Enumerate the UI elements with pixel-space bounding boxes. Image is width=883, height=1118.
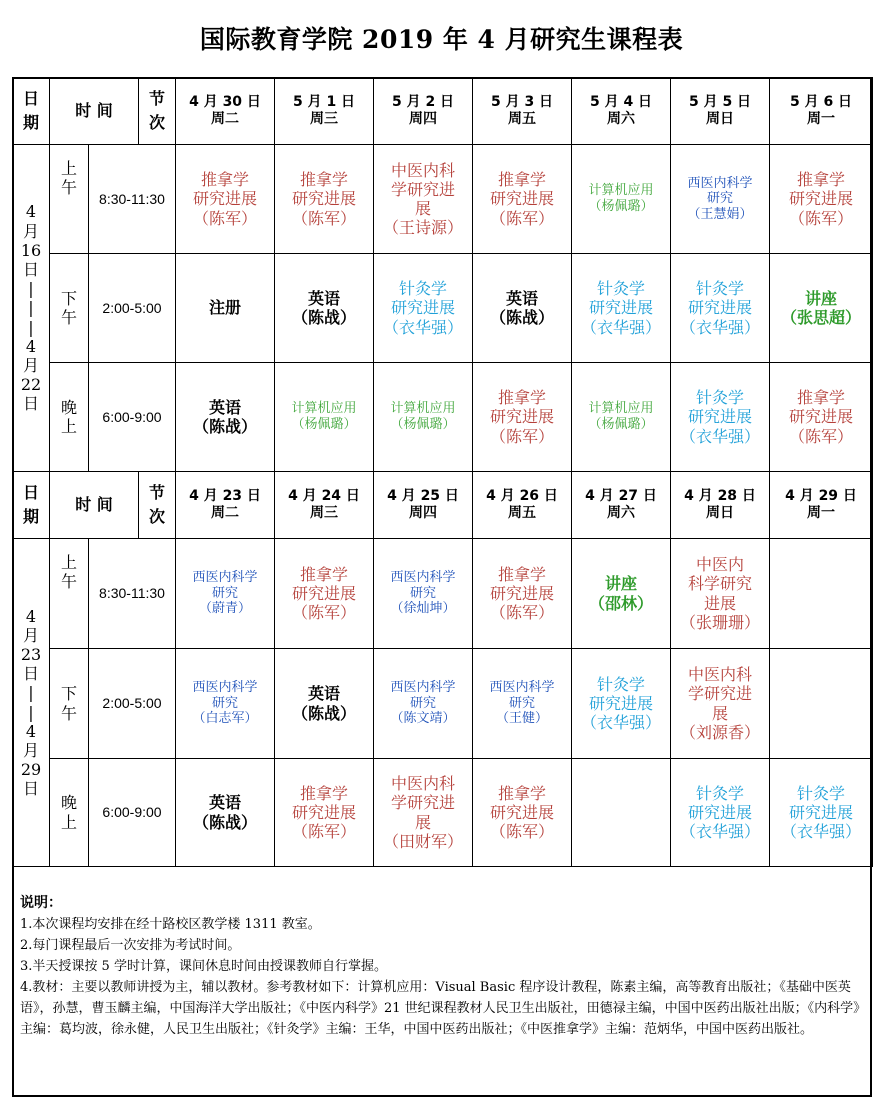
- course-cell: [572, 539, 671, 649]
- course-line: （田财军）: [383, 831, 464, 851]
- course-line: 研究进展: [292, 802, 357, 822]
- course-line: 推拿学: [201, 170, 250, 190]
- course-line: 研究进展: [490, 407, 555, 427]
- date-range-cell: [13, 539, 50, 867]
- empty-cell: [770, 539, 873, 649]
- course-line: 针灸学: [597, 674, 646, 694]
- time-cell: 8:30-11:30: [89, 539, 176, 649]
- course-line: （衣华强）: [383, 317, 464, 337]
- header-char: 期: [22, 113, 39, 132]
- period-char: 下: [60, 288, 77, 308]
- course-line: （蔚青）: [199, 601, 252, 617]
- course-line: 西医内科学: [192, 570, 258, 586]
- period-char: 午: [60, 178, 77, 198]
- course-line: 英语: [506, 288, 539, 308]
- course-line: （陈战）: [193, 812, 258, 832]
- course-line: 英语: [308, 684, 341, 704]
- header-char: 日: [22, 89, 39, 108]
- column-date: 5 月 2 日: [391, 94, 455, 111]
- column-date: 4 月 24 日: [288, 488, 360, 505]
- course-line: 研究进展: [789, 407, 854, 427]
- course-line: （衣华强）: [781, 822, 862, 842]
- date-range-char: |: [28, 279, 34, 299]
- column-date: 5 月 4 日: [589, 94, 653, 111]
- note-item: 2.每门课程最后一次安排为考试时间。: [20, 938, 241, 953]
- time-slot-row: [13, 145, 873, 254]
- course-cell: [374, 363, 473, 472]
- course-line: （陈军）: [292, 603, 357, 623]
- course-cell: [572, 145, 671, 254]
- date-range-char: 月: [22, 740, 39, 760]
- course-cell: [770, 759, 873, 867]
- course-cell: [176, 759, 275, 867]
- column-date: 5 月 3 日: [490, 94, 554, 111]
- date-column-header: [374, 472, 473, 539]
- course-line: （衣华强）: [581, 713, 662, 733]
- time-cell: 2:00-5:00: [89, 254, 176, 363]
- course-cell: [473, 254, 572, 363]
- course-line: 学研究进: [391, 793, 456, 813]
- course-cell: [374, 539, 473, 649]
- course-cell: [671, 539, 770, 649]
- empty-cell: [572, 759, 671, 867]
- date-column-header: [176, 78, 275, 145]
- date-header: [13, 472, 50, 539]
- period-char: 午: [60, 308, 77, 327]
- course-line: 中医内: [696, 555, 745, 575]
- date-column-header: [473, 472, 572, 539]
- course-line: 针灸学: [696, 783, 745, 803]
- column-weekday: 周四: [409, 505, 438, 521]
- course-line: 展: [712, 703, 729, 723]
- course-cell: [275, 759, 374, 867]
- course-line: 计算机应用: [390, 401, 456, 417]
- course-line: （陈军）: [789, 208, 854, 228]
- course-cell: [572, 649, 671, 759]
- column-weekday: 周三: [310, 111, 339, 127]
- course-cell: [374, 145, 473, 254]
- period-cell: [50, 363, 89, 472]
- course-cell: [374, 759, 473, 867]
- course-cell: [374, 649, 473, 759]
- course-line: 计算机应用: [588, 401, 654, 417]
- time-header: 时 间: [50, 472, 139, 539]
- period-char: 晚: [60, 397, 77, 417]
- course-line: 研究进展: [589, 298, 654, 318]
- course-line: 针灸学: [399, 279, 448, 299]
- course-line: 进展: [704, 593, 737, 613]
- course-line: 西医内科学: [390, 570, 456, 586]
- course-line: （陈战）: [193, 417, 258, 436]
- period-char: 上: [60, 812, 77, 832]
- notes-section: [20, 893, 870, 1040]
- course-line: 推拿学: [498, 388, 547, 408]
- column-weekday: 周日: [706, 111, 735, 127]
- course-line: 推拿学: [797, 170, 846, 190]
- time-cell: 2:00-5:00: [89, 649, 176, 759]
- course-cell: [176, 145, 275, 254]
- notes-heading: 说明：: [20, 895, 62, 911]
- course-line: 研究进展: [490, 189, 555, 209]
- date-range-char: 22: [20, 375, 42, 395]
- date-column-header: [275, 472, 374, 539]
- course-cell: [671, 363, 770, 472]
- header-row: [13, 472, 873, 539]
- course-cell: [770, 363, 873, 472]
- header-char: 期: [22, 507, 39, 526]
- date-column-header: [572, 472, 671, 539]
- course-line: 研究: [212, 585, 239, 601]
- course-line: 研究进展: [292, 583, 357, 603]
- course-line: （衣华强）: [581, 317, 662, 337]
- column-weekday: 周六: [607, 111, 636, 127]
- column-weekday: 周六: [607, 505, 636, 521]
- course-cell: [473, 363, 572, 472]
- column-weekday: 周一: [807, 111, 836, 127]
- period-char: 晚: [60, 793, 77, 813]
- period-header: [139, 472, 176, 539]
- course-line: 研究: [410, 695, 437, 711]
- course-line: 推拿学: [300, 783, 349, 803]
- course-line: （杨佩璐）: [588, 417, 654, 432]
- course-line: （王健）: [496, 711, 549, 727]
- period-cell: [50, 649, 89, 759]
- course-line: 研究: [509, 695, 536, 711]
- course-line: 西医内科学: [489, 680, 555, 696]
- course-line: 研究进展: [789, 802, 854, 822]
- date-range-char: 4: [25, 202, 37, 222]
- time-slot-row: [13, 759, 873, 867]
- course-line: （陈军）: [490, 426, 555, 446]
- course-line: （陈军）: [292, 822, 357, 842]
- period-cell: [50, 145, 89, 254]
- course-line: （陈军）: [789, 426, 854, 446]
- course-line: 展: [415, 812, 432, 832]
- course-line: 针灸学: [696, 388, 745, 408]
- column-date: 4 月 25 日: [387, 488, 459, 505]
- column-date: 4 月 28 日: [684, 488, 756, 505]
- course-line: 学研究进: [391, 179, 456, 199]
- course-line: 计算机应用: [588, 183, 654, 199]
- time-cell: 8:30-11:30: [89, 145, 176, 254]
- course-line: （白志军）: [192, 711, 258, 727]
- course-cell: [671, 649, 770, 759]
- date-column-header: [374, 78, 473, 145]
- course-cell: [572, 254, 671, 363]
- column-date: 4 月 27 日: [585, 488, 657, 505]
- course-line: 针灸学: [696, 279, 745, 299]
- date-range-char: 4: [25, 336, 37, 356]
- course-line: 研究进展: [490, 802, 555, 822]
- course-line: 展: [415, 199, 432, 218]
- course-cell: [275, 145, 374, 254]
- course-cell: [176, 363, 275, 472]
- column-date: 4 月 23 日: [189, 488, 261, 505]
- note-item: 1.本次课程均安排在经十路校区教学楼 1311 教室。: [20, 917, 321, 932]
- course-line: 推拿学: [498, 170, 547, 190]
- course-line: 西医内科学: [192, 680, 258, 696]
- course-line: 英语: [308, 288, 341, 308]
- course-cell: [374, 254, 473, 363]
- course-line: 研究进展: [789, 189, 854, 209]
- course-cell: [770, 254, 873, 363]
- time-slot-row: [13, 539, 873, 649]
- column-date: 5 月 5 日: [688, 94, 752, 111]
- column-weekday: 周五: [508, 505, 537, 521]
- course-cell: [473, 539, 572, 649]
- date-range-char: 4: [25, 721, 37, 741]
- column-weekday: 周一: [807, 505, 836, 521]
- column-weekday: 周二: [211, 505, 240, 521]
- time-slot-row: [13, 363, 873, 472]
- course-line: 西医内科学: [687, 175, 753, 191]
- header-char: 次: [149, 113, 166, 132]
- date-column-header: [572, 78, 671, 145]
- course-line: （陈战）: [292, 308, 357, 327]
- date-range-char: 月: [22, 625, 39, 645]
- course-cell: [275, 649, 374, 759]
- course-line: （衣华强）: [680, 317, 761, 337]
- column-date: 5 月 1 日: [292, 94, 356, 111]
- course-line: （陈文靖）: [390, 711, 456, 727]
- date-range-char: 23: [20, 644, 42, 664]
- course-line: （陈军）: [490, 822, 555, 842]
- course-line: 英语: [209, 397, 242, 417]
- course-line: 西医内科学: [390, 680, 456, 696]
- course-cell: [770, 145, 873, 254]
- date-column-header: [770, 78, 873, 145]
- date-range-char: 4: [25, 606, 37, 626]
- course-line: （衣华强）: [680, 426, 761, 446]
- course-cell: [275, 363, 374, 472]
- period-char: 午: [60, 703, 77, 723]
- course-cell: [572, 363, 671, 472]
- date-range-char: |: [28, 317, 34, 337]
- course-line: 研究进展: [490, 583, 555, 603]
- page-title: 国际教育学院 2019 年 4 月研究生课程表: [199, 25, 684, 54]
- date-range-char: 29: [20, 760, 42, 780]
- course-line: 研究进展: [391, 298, 456, 318]
- course-line: 推拿学: [300, 170, 349, 190]
- column-weekday: 周三: [310, 505, 339, 521]
- course-line: 研究进展: [589, 693, 654, 713]
- course-line: 研究进展: [688, 802, 753, 822]
- header-char: 次: [149, 507, 166, 526]
- course-line: 研究: [410, 585, 437, 601]
- period-char: 上: [60, 553, 77, 572]
- course-line: （杨佩璐）: [390, 417, 456, 432]
- empty-cell: [770, 649, 873, 759]
- course-line: 中医内科: [391, 160, 456, 180]
- column-date: 4 月 30 日: [189, 94, 261, 111]
- column-weekday: 周二: [211, 111, 240, 127]
- date-range-char: 16: [20, 240, 42, 260]
- course-line: （陈军）: [490, 208, 555, 228]
- course-line: 讲座: [805, 288, 838, 308]
- course-line: 中医内科: [688, 665, 753, 685]
- note-item: 3.半天授课按 5 学时计算，课间休息时间由授课教师自行掌握。: [20, 959, 387, 974]
- period-char: 午: [60, 572, 77, 592]
- course-line: （陈军）: [490, 603, 555, 623]
- date-range-char: 日: [22, 664, 39, 684]
- course-line: （陈军）: [292, 208, 357, 228]
- period-header: [139, 78, 176, 145]
- course-line: （衣华强）: [680, 822, 761, 842]
- header-char: 日: [22, 483, 39, 502]
- date-range-char: |: [28, 298, 34, 318]
- date-range-char: 日: [22, 779, 39, 799]
- course-line: （杨佩璐）: [291, 417, 357, 432]
- period-cell: [50, 254, 89, 363]
- time-cell: 6:00-9:00: [89, 759, 176, 867]
- course-line: （杨佩璐）: [588, 199, 654, 214]
- date-header: [13, 78, 50, 145]
- course-line: （刘源香）: [680, 722, 761, 742]
- course-line: 科学研究: [688, 574, 753, 594]
- date-range-char: 日: [22, 394, 39, 414]
- period-char: 上: [60, 159, 77, 178]
- course-line: 研究: [707, 191, 734, 207]
- date-column-header: [770, 472, 873, 539]
- time-cell: 6:00-9:00: [89, 363, 176, 472]
- date-range-char: |: [28, 702, 34, 722]
- course-line: （张思超）: [781, 308, 862, 327]
- period-char: 上: [60, 417, 77, 436]
- date-range-char: |: [28, 683, 34, 703]
- column-date: 4 月 29 日: [785, 488, 857, 505]
- course-line: （王慧娟）: [687, 206, 753, 222]
- date-range-char: 月: [22, 355, 39, 375]
- course-line: （陈战）: [490, 308, 555, 327]
- date-column-header: [671, 78, 770, 145]
- course-cell: [473, 145, 572, 254]
- course-cell: [671, 759, 770, 867]
- time-slot-row: [13, 254, 873, 363]
- time-slot-row: [13, 649, 873, 759]
- course-cell: [473, 759, 572, 867]
- course-line: 推拿学: [498, 564, 547, 584]
- course-cell: [176, 539, 275, 649]
- date-range-cell: [13, 145, 50, 472]
- course-cell: [671, 254, 770, 363]
- course-line: 推拿学: [498, 783, 547, 803]
- course-cell: [473, 649, 572, 759]
- course-line: （邵林）: [589, 593, 654, 613]
- column-date: 5 月 6 日: [789, 94, 853, 111]
- course-line: （陈战）: [292, 703, 357, 723]
- course-line: 英语: [209, 793, 242, 813]
- course-line: 注册: [209, 298, 242, 318]
- course-line: 计算机应用: [291, 401, 357, 417]
- date-column-header: [473, 78, 572, 145]
- course-cell: [275, 254, 374, 363]
- column-date: 4 月 26 日: [486, 488, 558, 505]
- course-cell: [176, 254, 275, 363]
- course-line: （徐灿坤）: [390, 601, 456, 617]
- date-column-header: [275, 78, 374, 145]
- course-line: 研究进展: [688, 298, 753, 318]
- schedule-table: [12, 77, 873, 867]
- course-line: 针灸学: [597, 279, 646, 299]
- date-range-char: 月: [22, 221, 39, 241]
- header-row: [13, 78, 873, 145]
- time-header: 时 间: [50, 78, 139, 145]
- course-line: 中医内科: [391, 774, 456, 794]
- column-weekday: 周五: [508, 111, 537, 127]
- course-line: 研究进展: [292, 189, 357, 209]
- header-char: 节: [149, 483, 166, 502]
- course-cell: [671, 145, 770, 254]
- course-line: 推拿学: [300, 564, 349, 584]
- course-cell: [275, 539, 374, 649]
- course-line: （张珊珊）: [680, 612, 761, 632]
- date-range-char: 日: [22, 260, 39, 280]
- column-weekday: 周日: [706, 505, 735, 521]
- date-column-header: [176, 472, 275, 539]
- course-line: （王诗源）: [383, 218, 464, 238]
- course-line: 推拿学: [797, 388, 846, 408]
- period-cell: [50, 759, 89, 867]
- course-line: 研究: [212, 695, 239, 711]
- column-weekday: 周四: [409, 111, 438, 127]
- course-cell: [176, 649, 275, 759]
- date-column-header: [671, 472, 770, 539]
- period-char: 下: [60, 684, 77, 704]
- course-line: 研究进展: [193, 189, 258, 209]
- header-char: 节: [149, 89, 166, 108]
- course-line: （陈军）: [193, 208, 258, 228]
- course-line: 讲座: [605, 574, 638, 594]
- period-cell: [50, 539, 89, 649]
- course-line: 学研究进: [688, 684, 753, 704]
- note-item: 4.教材：主要以教师讲授为主，辅以教材。参考教材如下：计算机应用：Visual Basic 程序设计教程，陈素主编，高等教育出版社；《基础中医英语》，孙慧，曹玉麟主编，中国海洋大学出版社；《中医内科学》21 世纪课程教材人民卫生出版社，田德禄主编，中国中医药出版社出版；《内科学》 主编：葛均波，徐永健，人民卫生出版社；《针灸学》主编：王华，中国中医药出版社；《中医推拿学》主编：范炳华，中国中医药出版社。: [20, 980, 867, 1037]
- course-line: 研究进展: [688, 407, 753, 427]
- course-line: 针灸学: [797, 783, 846, 803]
